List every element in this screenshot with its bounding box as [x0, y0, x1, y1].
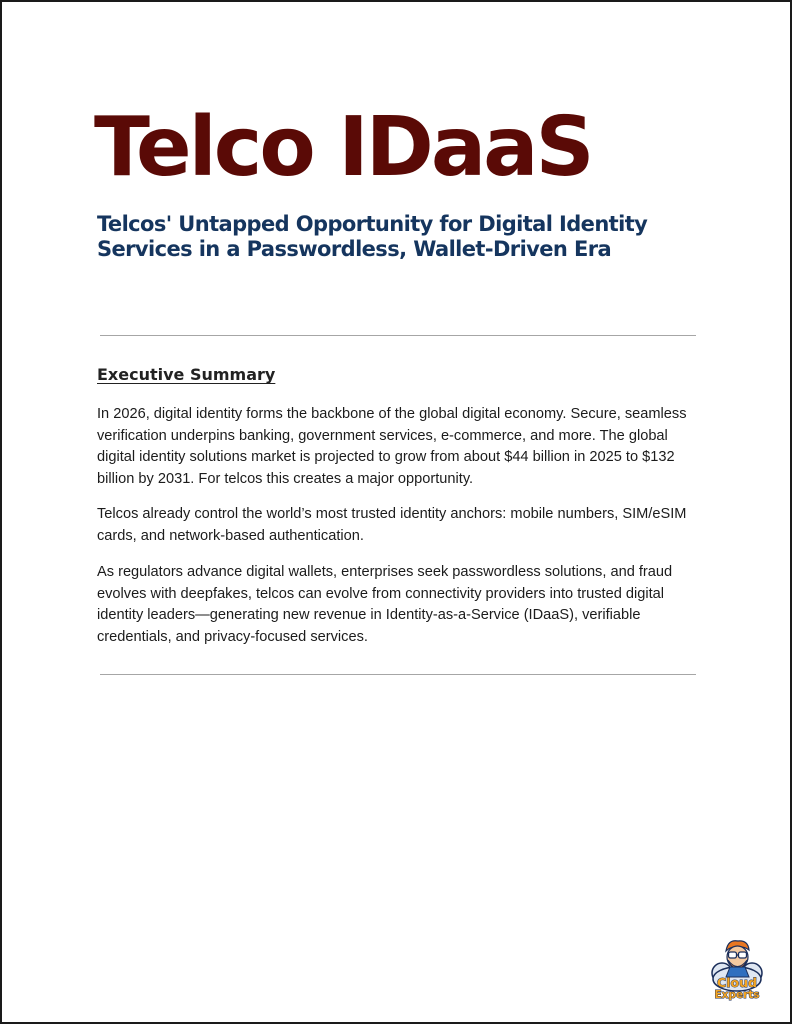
cloud-experts-mascot-icon — [706, 937, 768, 1005]
document-subtitle: Telcos' Untapped Opportunity for Digital Identity Services in a Passwordless, Wallet-Driven Era — [97, 212, 648, 261]
logo-text-line2: Experts — [714, 989, 760, 1001]
summary-paragraph-2: Telcos already control the world’s most trusted identity anchors: mobile numbers, SIM/eSIM cards, and network-based authentication. — [97, 506, 687, 544]
summary-paragraph-1: In 2026, digital identity forms the backbone of the global digital economy. Secure, seamless verification underpins banking, government services, e-commerce, and more. The global digital identity solutions market is projected to grow from about $44 billion in 2025 to $132 billion by 2031. For telcos this creates a major opportunity. — [97, 406, 687, 487]
summary-paragraph-3: As regulators advance digital wallets, enterprises seek passwordless solutions, and fraud evolves with deepfakes, telcos can evolve from connectivity providers into trusted digital identity leaders—generating new revenue in Identity-as-a-Service (IDaaS), verifiable credentials, and privacy-focused services. — [97, 564, 673, 645]
bottom-divider — [100, 674, 696, 675]
document-title: Telco IDaaS — [94, 100, 592, 195]
logo-mascot — [726, 941, 749, 977]
logo-text-line1: Cloud — [717, 975, 757, 990]
section-heading-executive-summary: Executive Summary — [97, 365, 276, 384]
top-divider — [100, 335, 696, 336]
